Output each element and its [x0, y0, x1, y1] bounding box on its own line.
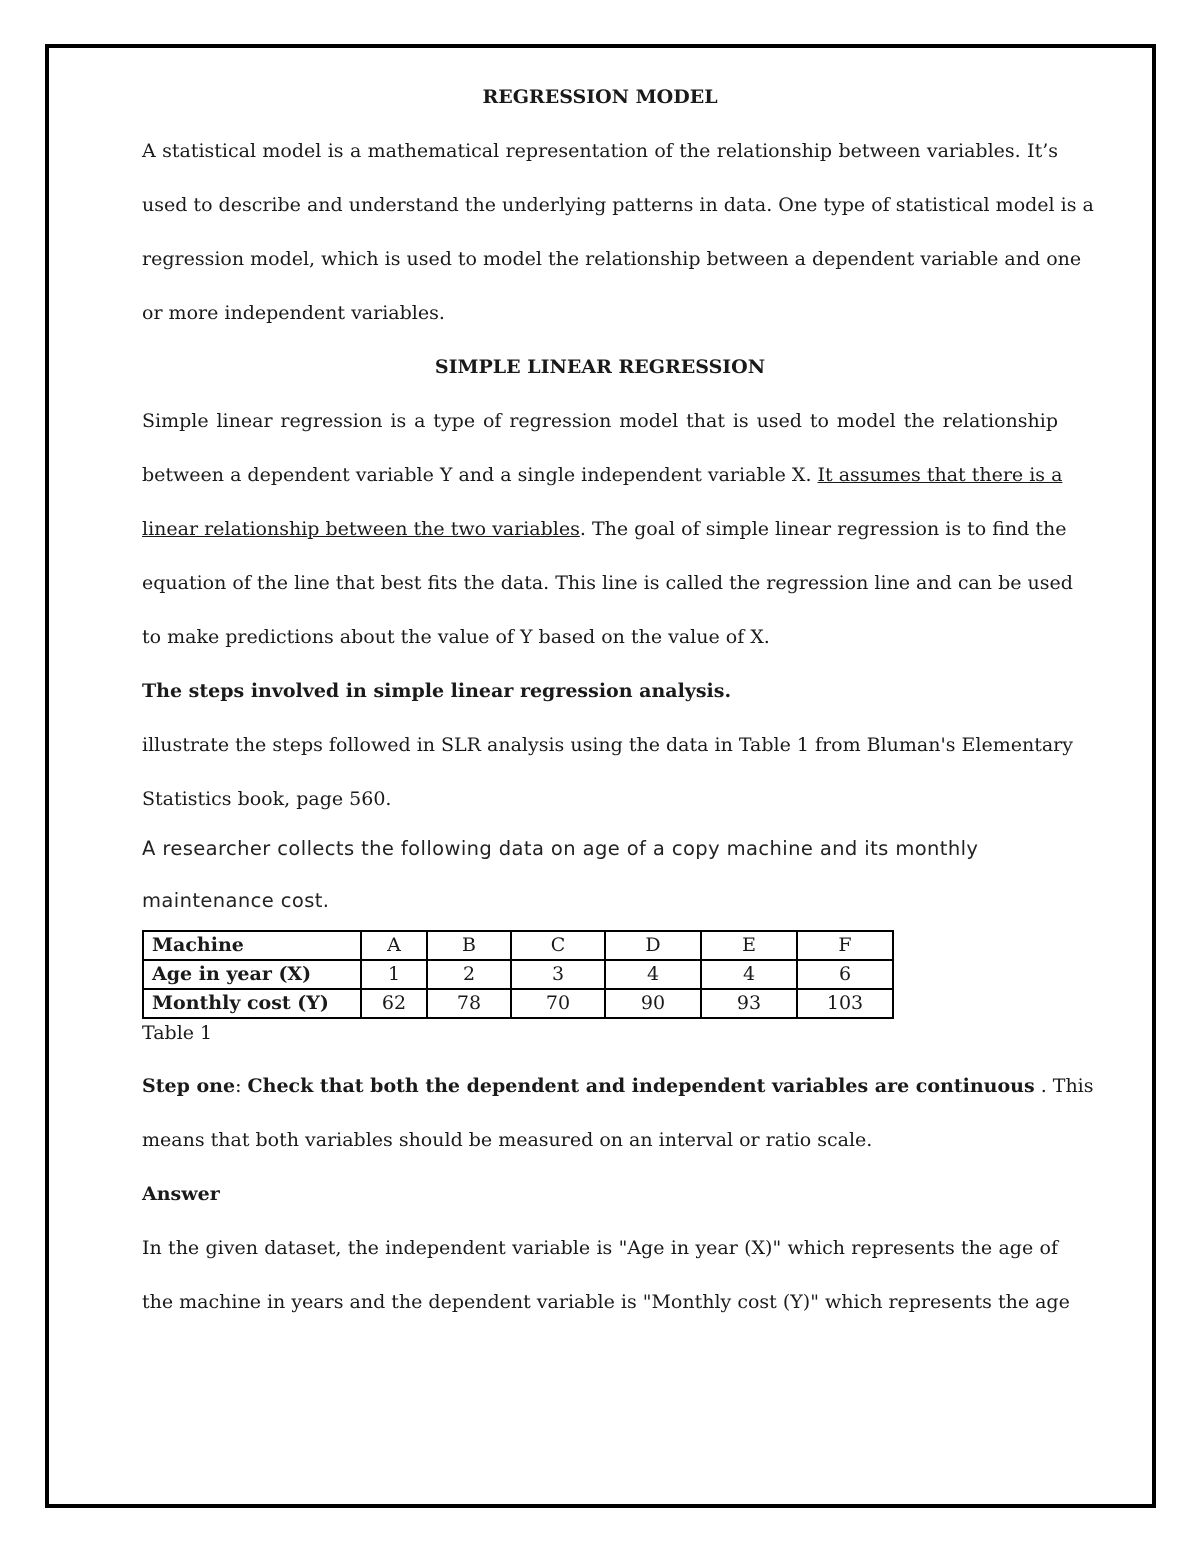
slr-underlined-text-2: linear relationship between the two variables	[142, 518, 580, 540]
table-cell: 90	[605, 989, 701, 1018]
table-header-cell: D	[605, 931, 701, 960]
table-cell: 1	[361, 960, 427, 989]
table-caption: Table 1	[142, 1022, 213, 1044]
slr-line-2-text: between a dependent variable Y and a single independent variable X.	[142, 464, 818, 486]
answer-line-2: the machine in years and the dependent variable is "Monthly cost (Y)" which represents the age	[142, 1291, 1070, 1313]
table-row	[143, 989, 893, 1018]
step-one-bold-text: Check that both the dependent and independent variables are continuous	[247, 1075, 1035, 1097]
table-cell: 93	[701, 989, 797, 1018]
table-row	[143, 931, 893, 960]
slr-line-5: to make predictions about the value of Y based on the value of X.	[142, 626, 770, 648]
answer-heading: Answer	[142, 1183, 220, 1205]
slr-underlined-text-1: It assumes that there is a	[817, 464, 1063, 486]
slr-heading: SIMPLE LINEAR REGRESSION	[434, 356, 766, 378]
table-header-cell: B	[427, 931, 511, 960]
step-one-line-1	[142, 1067, 1094, 1121]
step-one-tail: . This	[1034, 1075, 1094, 1097]
table-header-cell: E	[701, 931, 797, 960]
slr-line-3	[142, 510, 1067, 564]
table-cell: 103	[797, 989, 893, 1018]
table-cell: 4	[701, 960, 797, 989]
researcher-line-1: A researcher collects the following data on age of a copy machine and its monthly	[142, 837, 979, 860]
researcher-line-2: maintenance cost.	[142, 889, 330, 912]
table-row-label: Age in year (X)	[143, 960, 361, 989]
table-row-label: Monthly cost (Y)	[143, 989, 361, 1018]
table-header-cell: F	[797, 931, 893, 960]
illustrate-line-1: illustrate the steps followed in SLR analysis using the data in Table 1 from Bluman's Elementary	[142, 734, 1073, 756]
step-one-colon: :	[235, 1075, 248, 1097]
table-cell: 3	[511, 960, 605, 989]
intro-line-4: or more independent variables.	[142, 302, 445, 324]
intro-line-1: A statistical model is a mathematical representation of the relationship between variables. It’s	[142, 140, 1058, 162]
slr-line-3-text: . The goal of simple linear regression is to find the	[579, 518, 1067, 540]
table-header-cell: A	[361, 931, 427, 960]
table-header-cell: C	[511, 931, 605, 960]
step-one-label: Step one	[142, 1075, 236, 1097]
intro-line-2: used to describe and understand the underlying patterns in data. One type of statistical model is a	[142, 194, 1094, 216]
intro-line-3: regression model, which is used to model the relationship between a dependent variable and one	[142, 248, 1082, 270]
slr-line-4: equation of the line that best fits the data. This line is called the regression line and can be used	[142, 572, 1073, 594]
table-cell: 6	[797, 960, 893, 989]
steps-heading: The steps involved in simple linear regression analysis.	[142, 680, 732, 702]
document-body	[142, 78, 1094, 1337]
step-one-line-2: means that both variables should be measured on an interval or ratio scale.	[142, 1129, 873, 1151]
illustrate-line-2: Statistics book, page 560.	[142, 788, 392, 810]
page-title: REGRESSION MODEL	[482, 86, 718, 108]
slr-line-2	[142, 456, 1063, 510]
table-cell: 78	[427, 989, 511, 1018]
table-row	[143, 960, 893, 989]
table-header-cell: Machine	[143, 931, 361, 960]
table-cell: 2	[427, 960, 511, 989]
table-cell: 4	[605, 960, 701, 989]
table-cell: 70	[511, 989, 605, 1018]
slr-line-1: Simple linear regression is a type of regression model that is used to model the relationship	[142, 410, 1058, 432]
answer-line-1: In the given dataset, the independent variable is "Age in year (X)" which represents the age of	[142, 1237, 1058, 1259]
data-table	[142, 930, 894, 1019]
table-cell: 62	[361, 989, 427, 1018]
